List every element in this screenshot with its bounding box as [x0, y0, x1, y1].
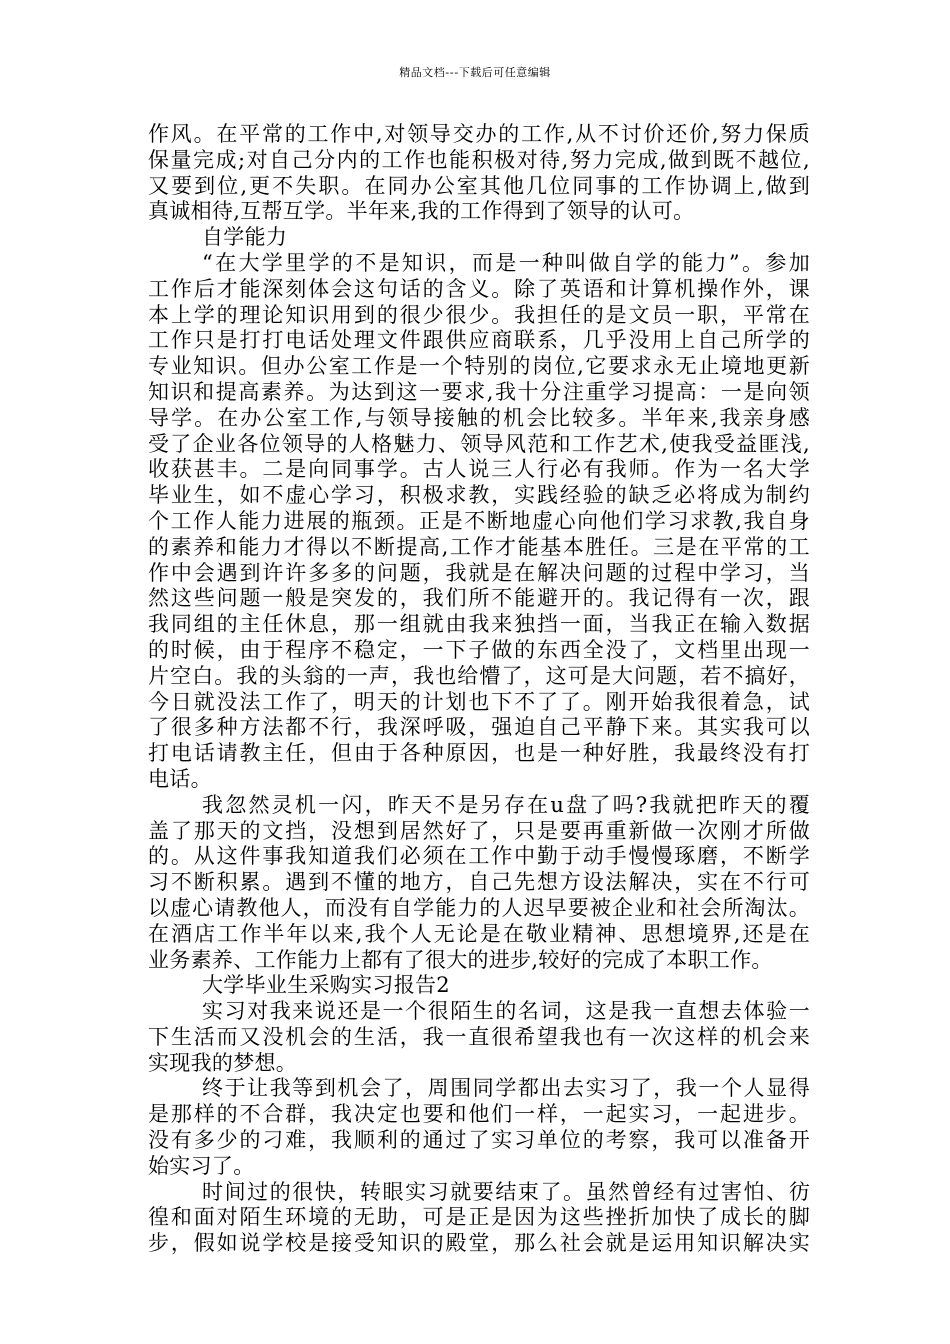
text-line: 是那样的不合群，我决定也要和他们一样，一起实习，一起进步。 — [148, 1102, 810, 1127]
text-line: 作中会遇到许许多多的问题，我就是在解决问题的过程中学习，当 — [148, 560, 810, 585]
text-line: 我同组的主任休息，那一组就由我来独挡一面，当我正在输入数据 — [148, 612, 810, 637]
text-line: 毕业生，如不虚心学习，积极求教，实践经验的缺乏必将成为制约 — [148, 483, 810, 508]
text-line: 时间过的很快，转眼实习就要结束了。虽然曾经有过害怕、彷 — [202, 1179, 810, 1204]
text-line: 导学。在办公室工作,与领导接触的机会比较多。半年来,我亲身感 — [148, 405, 810, 430]
paragraph — [148, 973, 810, 999]
text-line: 专业知识。但办公室工作是一个特别的岗位,它要求永无止境地更新 — [148, 354, 810, 379]
text-line: 没有多少的刁难，我顺利的通过了实习单位的考察，我可以准备开 — [148, 1128, 810, 1153]
text-line: 又要到位,更不失职。在同办公室其他几位同事的工作协调上,做到 — [148, 173, 810, 198]
text-line: 打电话请教主任，但由于各种原因，也是一种好胜，我最终没有打 — [148, 741, 810, 766]
paragraph — [148, 122, 810, 225]
paragraph — [148, 999, 810, 1076]
text-line: 然这些问题一般是突发的，我们所不能避开的。我记得有一次，跟 — [148, 586, 810, 611]
text-line: 业务素养、工作能力上都有了很大的进步,较好的完成了本职工作。 — [148, 947, 773, 972]
text-line: 真诚相待,互帮互学。半年来,我的工作得到了领导的认可。 — [148, 199, 695, 224]
text-line: 习不断积累。遇到不懂的地方，自己先想方设法解决，实在不行可 — [148, 870, 810, 895]
paragraph — [148, 1180, 810, 1257]
text-line: 工作只是打打电话处理文件跟供应商联系，几乎没用上自己所学的 — [148, 328, 810, 353]
page-header: 精品文档---下载后可任意编辑 — [399, 66, 551, 79]
text-line: 步，假如说学校是接受知识的殿堂，那么社会就是运用知识解决实 — [148, 1231, 810, 1256]
text-line: 电话。 — [148, 766, 212, 791]
text-line: 收获甚丰。二是向同事学。古人说三人行必有我师。作为一名大学 — [148, 457, 810, 482]
text-line: 工作后才能深刻体会这句话的含义。除了英语和计算机操作外，课 — [148, 276, 810, 301]
paragraph — [148, 793, 810, 974]
text-line: 自学能力 — [202, 225, 288, 250]
text-line: 实习对我来说还是一个很陌生的名词，这是我一直想去体验一 — [202, 999, 810, 1024]
paragraph — [148, 251, 810, 793]
text-line: 下生活而又没机会的生活，我一直很希望我也有一次这样的机会来 — [148, 1024, 810, 1049]
text-line: 受了企业各位领导的人格魅力、领导风范和工作艺术,使我受益匪浅, — [148, 431, 810, 456]
text-line: 徨和面对陌生环境的无助，可是正是因为这些挫折加快了成长的脚 — [148, 1205, 810, 1230]
text-line: 作风。在平常的工作中,对领导交办的工作,从不讨价还价,努力保质 — [148, 122, 810, 146]
text-line: 了很多种方法都不行，我深呼吸，强迫自己平静下来。其实我可以 — [148, 715, 810, 740]
text-line: 今日就没法工作了，明天的计划也下不了了。刚开始我很着急，试 — [148, 689, 810, 714]
text-line: 的素养和能力才得以不断提高,工作才能基本胜任。三是在平常的工 — [148, 534, 810, 559]
paragraph — [148, 225, 810, 251]
text-line: 保量完成;对自己分内的工作也能积极对待,努力完成,做到既不越位, — [148, 147, 810, 172]
text-line: 的时候，由于程序不稳定，一下子做的东西全没了，文档里出现一 — [148, 637, 810, 662]
text-line: 片空白。我的头翁的一声，我也给懵了，这可是大问题，若不搞好， — [148, 663, 810, 688]
text-line: 盖了那天的文挡，没想到居然好了，只是要再重新做一次刚才所做 — [148, 818, 810, 843]
text-line: 在酒店工作半年以来,我个人无论是在敬业精神、思想境界,还是在 — [148, 921, 810, 946]
document-body — [148, 122, 810, 1257]
text-line: 个工作人能力进展的瓶颈。正是不断地虚心向他们学习求教,我自身 — [148, 508, 810, 533]
text-line: 始实习了。 — [148, 1153, 255, 1178]
paragraph — [148, 1076, 810, 1179]
text-line: “在大学里学的不是知识，而是一种叫做自学的能力”。参加 — [202, 250, 810, 275]
text-line: 本上学的理论知识用到的很少很少。我担任的是文员一职，平常在 — [148, 302, 810, 327]
text-line: 的。从这件事我知道我们必须在工作中勤于动手慢慢琢磨，不断学 — [148, 844, 810, 869]
text-line: 实现我的梦想。 — [148, 1050, 298, 1075]
text-line: 我忽然灵机一闪，昨天不是另存在u盘了吗?我就把昨天的覆 — [202, 792, 810, 817]
text-line: 终于让我等到机会了，周围同学都出去实习了，我一个人显得 — [202, 1076, 810, 1101]
text-line: 大学毕业生采购实习报告2 — [202, 973, 450, 998]
text-line: 以虚心请教他人，而没有自学能力的人迟早要被企业和社会所淘汰。 — [148, 895, 810, 920]
text-line: 知识和提高素养。为达到这一要求,我十分注重学习提高：一是向领 — [148, 379, 810, 404]
